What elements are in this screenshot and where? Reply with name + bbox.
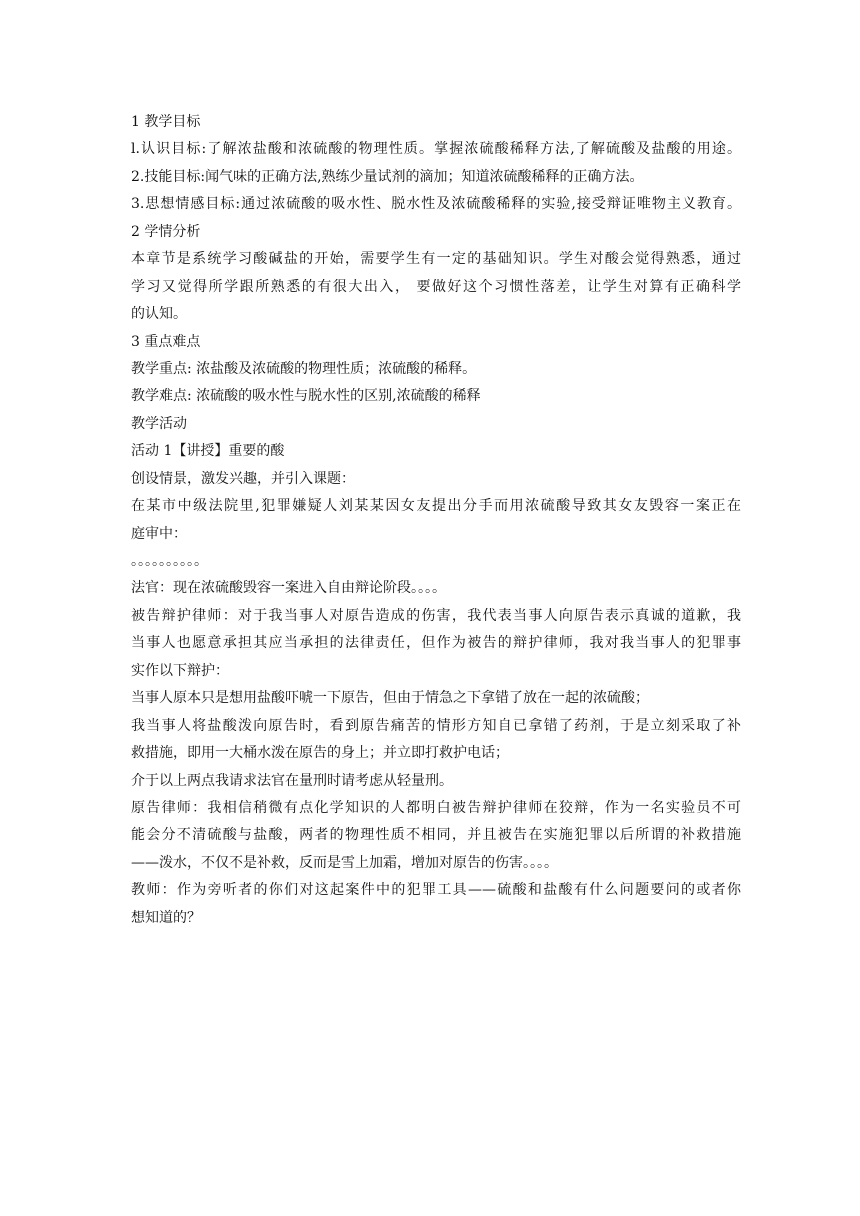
heading-student-analysis: 2 学情分析: [131, 223, 201, 240]
heading-key-difficulties: 3 重点难点: [131, 333, 201, 350]
paragraph-defense-line-2: 当事人也愿意承担其应当承担的法律责任，但作为被告的辩护律师，我对我当事人的犯罪事: [131, 635, 741, 652]
document-body: [131, 109, 741, 932]
paragraph-student-analysis-line-1: 本章节是系统学习酸碱盐的开始，需要学生有一定的基础知识。学生对酸会觉得熟悉，通过: [131, 251, 741, 268]
paragraph-plaintiff-line-1: 原告律师：我相信稍微有点化学知识的人都明白被告辩护律师在狡辩，作为一名实验员不可: [131, 799, 741, 816]
paragraph-cognitive-objective: l.认识目标:了解浓盐酸和浓硫酸的物理性质。掌握浓硫酸稀释方法,了解硫酸及盐酸的用途。: [131, 141, 741, 158]
paragraph-defense-point-1: 当事人原本只是想用盐酸吓唬一下原告，但由于情急之下拿错了放在一起的浓硫酸；: [131, 690, 649, 707]
paragraph-defense-point-2-line-1: 我当事人将盐酸泼向原告时，看到原告痛苦的情形方知自已拿错了药剂，于是立刻采取了补: [131, 717, 741, 734]
paragraph-teaching-focus: 教学重点: 浓盐酸及浓硫酸的物理性质；浓硫酸的稀释。: [131, 360, 477, 377]
heading-teaching-objectives: 1 教学目标: [131, 114, 201, 130]
paragraph-plaintiff-line-2: 能会分不清硫酸与盐酸，两者的物理性质不相同，并且被告在实施犯罪以后所谓的补救措施: [131, 827, 741, 844]
paragraph-defense-line-3: 实作以下辩护：: [131, 662, 229, 679]
paragraph-court-case-line-2: 庭审中：: [131, 525, 187, 542]
paragraph-defense-line-1: 被告辩护律师：对于我当事人对原告造成的伤害，我代表当事人向原告表示真诚的道歉，我: [131, 607, 741, 624]
paragraph-ellipsis: 。。。。。。。。。。: [131, 553, 208, 569]
paragraph-teaching-difficulty: 教学难点: 浓硫酸的吸水性与脱水性的区别,浓硫酸的稀释: [131, 388, 481, 405]
paragraph-judge: 法官：现在浓硫酸毁容一案进入自由辩论阶段。。。。: [131, 580, 446, 597]
paragraph-plaintiff-line-3: ——泼水，不仅不是补救，反而是雪上加霜，增加对原告的伤害。。。。: [131, 854, 558, 871]
paragraph-court-case-line-1: 在某市中级法院里,犯罪嫌疑人刘某某因女友提出分手而用浓硫酸导致其女友毁容一案正在: [131, 498, 741, 515]
paragraph-student-analysis-line-3: 的认知。: [131, 306, 187, 323]
paragraph-defense-request: 介于以上两点我请求法官在量刑时请考虑从轻量刑。: [131, 772, 453, 789]
paragraph-teacher-line-1: 教师：作为旁听者的你们对这起案件中的犯罪工具——硫酸和盐酸有什么问题要问的或者你: [131, 882, 741, 899]
paragraph-skill-objective: 2.技能目标:闻气味的正确方法,熟练少量试剂的滴加；知道浓硫酸稀释的正确方法。: [131, 168, 644, 185]
paragraph-student-analysis-line-2: 学习又觉得所学跟所熟悉的有很大出入， 要做好这个习惯性落差，让学生对算有正确科学: [131, 278, 741, 295]
heading-teaching-activities: 教学活动: [131, 415, 187, 432]
heading-activity-1: 活动 1【讲授】重要的酸: [131, 443, 285, 460]
paragraph-defense-point-2-line-2: 救措施，即用一大桶水泼在原告的身上；并立即打救护电话；: [131, 745, 509, 762]
paragraph-emotional-objective: 3.思想情感目标:通过浓硫酸的吸水性、脱水性及浓硫酸稀释的实验,接受辩证唯物主义教育。: [131, 196, 741, 213]
paragraph-scenario-intro: 创设情景，激发兴趣，并引入课题：: [131, 470, 355, 487]
paragraph-teacher-line-2: 想知道的？: [131, 909, 201, 926]
